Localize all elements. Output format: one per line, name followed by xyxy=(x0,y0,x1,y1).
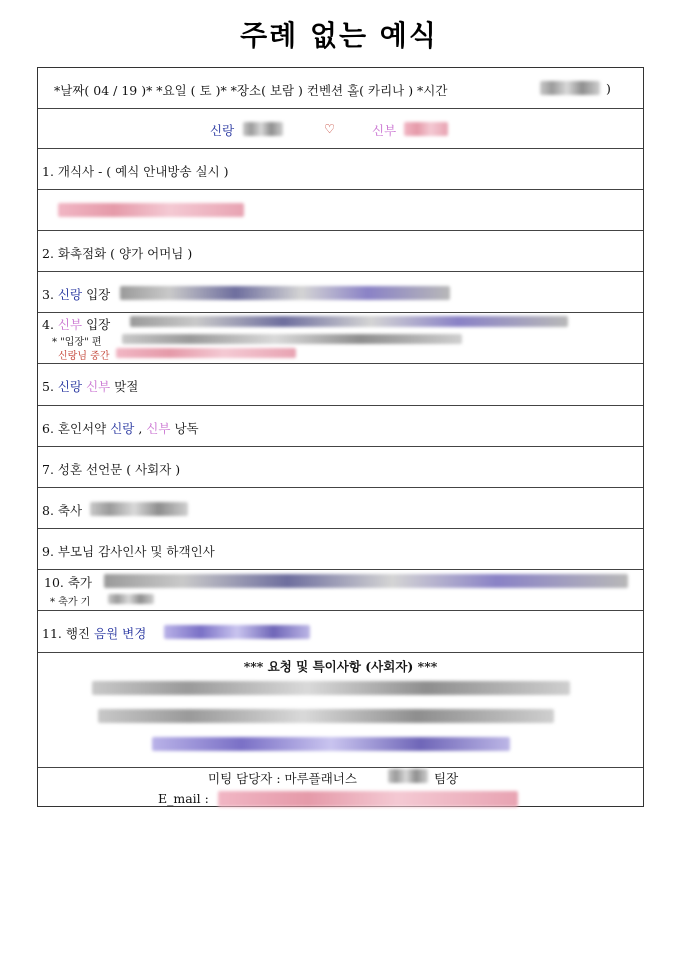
row-groom-entry xyxy=(38,272,643,313)
redacted-opening-detail xyxy=(58,203,244,217)
row-thanks xyxy=(38,529,643,570)
row-congrats-speech xyxy=(38,488,643,529)
row-couple xyxy=(38,109,643,149)
redacted-request-line-1 xyxy=(92,681,570,695)
program-table xyxy=(37,67,644,807)
march-prefix: 11. 행진 xyxy=(42,626,91,641)
bride-entry-note: * "입장" 편 xyxy=(52,337,102,348)
bride-entry-act: 입장 xyxy=(86,317,111,332)
row-vow xyxy=(38,406,643,447)
item-opening: 1. 개식사 - ( 예식 안내방송 실시 ) xyxy=(42,164,229,179)
groom-label: 신랑 xyxy=(210,123,235,138)
row-bow xyxy=(38,364,643,406)
item-candle: 2. 화촉점화 ( 양가 어머님 ) xyxy=(42,246,193,261)
row-opening xyxy=(38,149,643,190)
row-event-info xyxy=(38,68,643,109)
heart-icon: ♡ xyxy=(324,121,336,136)
event-info-text: *날짜( 04 / 19 )* *요일 ( 토 )* *장소( 보람 ) 컨벤션 홀( 카리나 ) *시간 xyxy=(54,83,448,98)
vow-prefix: 6. 혼인서약 xyxy=(42,421,107,436)
redacted-bride-name xyxy=(404,122,448,136)
item-declaration: 7. 성혼 선언문 ( 사회자 ) xyxy=(42,462,181,477)
vow-comma: , xyxy=(138,421,143,436)
redacted-time xyxy=(540,81,600,95)
redacted-bride-entry-song xyxy=(130,316,568,327)
item-congrats-speech: 8. 축사 xyxy=(42,503,83,518)
vow-groom: 신랑 xyxy=(110,421,135,436)
groom-entry-number: 3. xyxy=(42,287,54,302)
bow-number: 5. xyxy=(42,379,54,394)
requests-heading: *** 요청 및 특이사항 (사회자) *** xyxy=(243,659,438,674)
item-song: 10. 축가 xyxy=(44,575,93,590)
redacted-march-song xyxy=(164,625,310,639)
groom-entry-who: 신랑 xyxy=(57,287,83,302)
document-title: 주례 없는 예식 xyxy=(240,19,438,52)
redacted-request-line-3 xyxy=(152,737,510,751)
row-requests xyxy=(38,653,643,768)
email-label: E_mail : xyxy=(158,791,209,806)
vow-act: 낭독 xyxy=(174,421,199,436)
song-note: * 축가 기 xyxy=(50,597,91,608)
bow-groom: 신랑 xyxy=(57,379,83,394)
redacted-song-note xyxy=(108,594,154,604)
row-opening-detail xyxy=(38,190,643,231)
bride-label: 신부 xyxy=(372,123,397,138)
redacted-song xyxy=(104,574,628,588)
bow-act: 맞절 xyxy=(114,379,139,394)
row-bride-entry xyxy=(38,313,643,364)
redacted-email xyxy=(218,791,518,807)
manager-text: 미팅 담당자 : 마루플래너스 xyxy=(208,771,357,786)
row-candle xyxy=(38,231,643,272)
bride-entry-who: 신부 xyxy=(57,317,83,332)
redacted-request-line-2 xyxy=(98,709,554,723)
bride-entry-number: 4. xyxy=(42,317,54,332)
groom-entry-act: 입장 xyxy=(86,287,111,302)
bow-bride: 신부 xyxy=(86,379,111,394)
redacted-bride-entry-note2 xyxy=(116,348,296,358)
close-paren: ) xyxy=(606,81,611,96)
march-blue: 음원 변경 xyxy=(94,626,147,641)
redacted-speaker xyxy=(90,502,188,516)
redacted-manager-name xyxy=(388,769,428,783)
redacted-groom-name xyxy=(243,122,283,136)
row-song xyxy=(38,570,643,611)
redacted-bride-entry-note xyxy=(122,334,462,344)
manager-title: 팀장 xyxy=(434,771,459,786)
redacted-groom-entry-song xyxy=(120,286,450,300)
bride-entry-note2: 신랑님 중간 xyxy=(58,351,110,362)
item-thanks: 9. 부모님 감사인사 및 하객인사 xyxy=(42,544,215,559)
row-declaration xyxy=(38,447,643,488)
row-march xyxy=(38,611,643,653)
vow-bride: 신부 xyxy=(146,421,171,436)
